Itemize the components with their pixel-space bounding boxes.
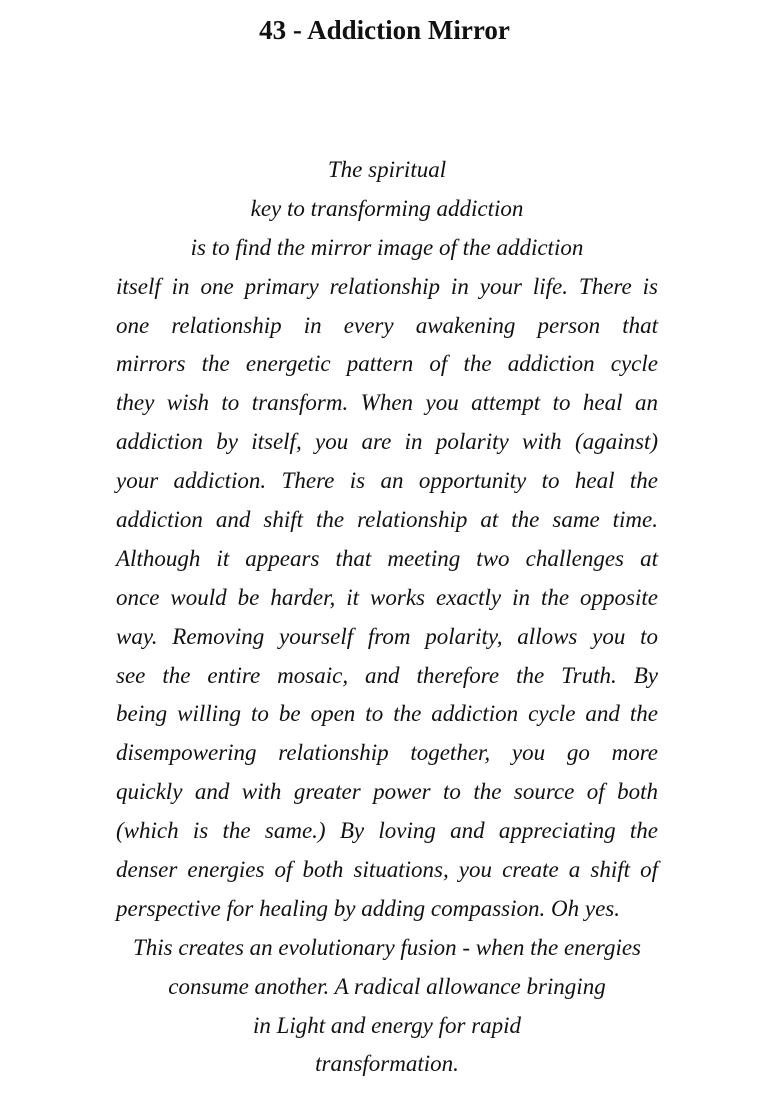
text-line: The spiritual [327, 157, 447, 182]
text-line: consume another. A radical allowance bringing [168, 973, 606, 999]
text-line: denser energies of both situations, you create a shift of [116, 857, 658, 883]
text-line: This creates an evolutionary fusion - when the energies [132, 934, 642, 960]
text-line: key to transforming addiction [250, 195, 524, 221]
text-line: disempowering relationship together, you go more [116, 740, 658, 766]
text-line: way. Removing yourself from polarity, allows you to [116, 623, 658, 649]
text-line: addiction by itself, you are in polarity with (against) [116, 429, 658, 455]
text-line: in Light and energy for rapid [252, 1012, 522, 1038]
text-line: transformation. [315, 1051, 459, 1077]
text-line: one relationship in every awakening person that [116, 312, 658, 338]
text-line: is to find the mirror image of the addiction [190, 234, 584, 260]
text-line: addiction and shift the relationship at the same time. [116, 507, 658, 533]
text-line: mirrors the energetic pattern of the addiction cycle [116, 351, 658, 377]
text-line: Although it appears that meeting two challenges at [116, 545, 658, 571]
text-line: quickly and with greater power to the source of both [116, 779, 658, 805]
text-line: once would be harder, it works exactly in the opposite [116, 584, 658, 610]
passage-body [116, 151, 658, 1084]
text-line: see the entire mosaic, and therefore the Truth. By [116, 662, 658, 688]
text-line: your addiction. There is an opportunity to heal the [116, 468, 658, 494]
text-line: (which is the same.) By loving and appreciating the [116, 818, 658, 844]
text-line: perspective for healing by adding compassion. Oh yes. [116, 895, 620, 921]
text-line: being willing to be open to the addiction cycle and the [116, 701, 658, 727]
page-title: 43 - Addiction Mirror [259, 15, 510, 45]
text-line: itself in one primary relationship in your life. There is [116, 273, 658, 299]
text-line: they wish to transform. When you attempt to heal an [116, 390, 658, 416]
